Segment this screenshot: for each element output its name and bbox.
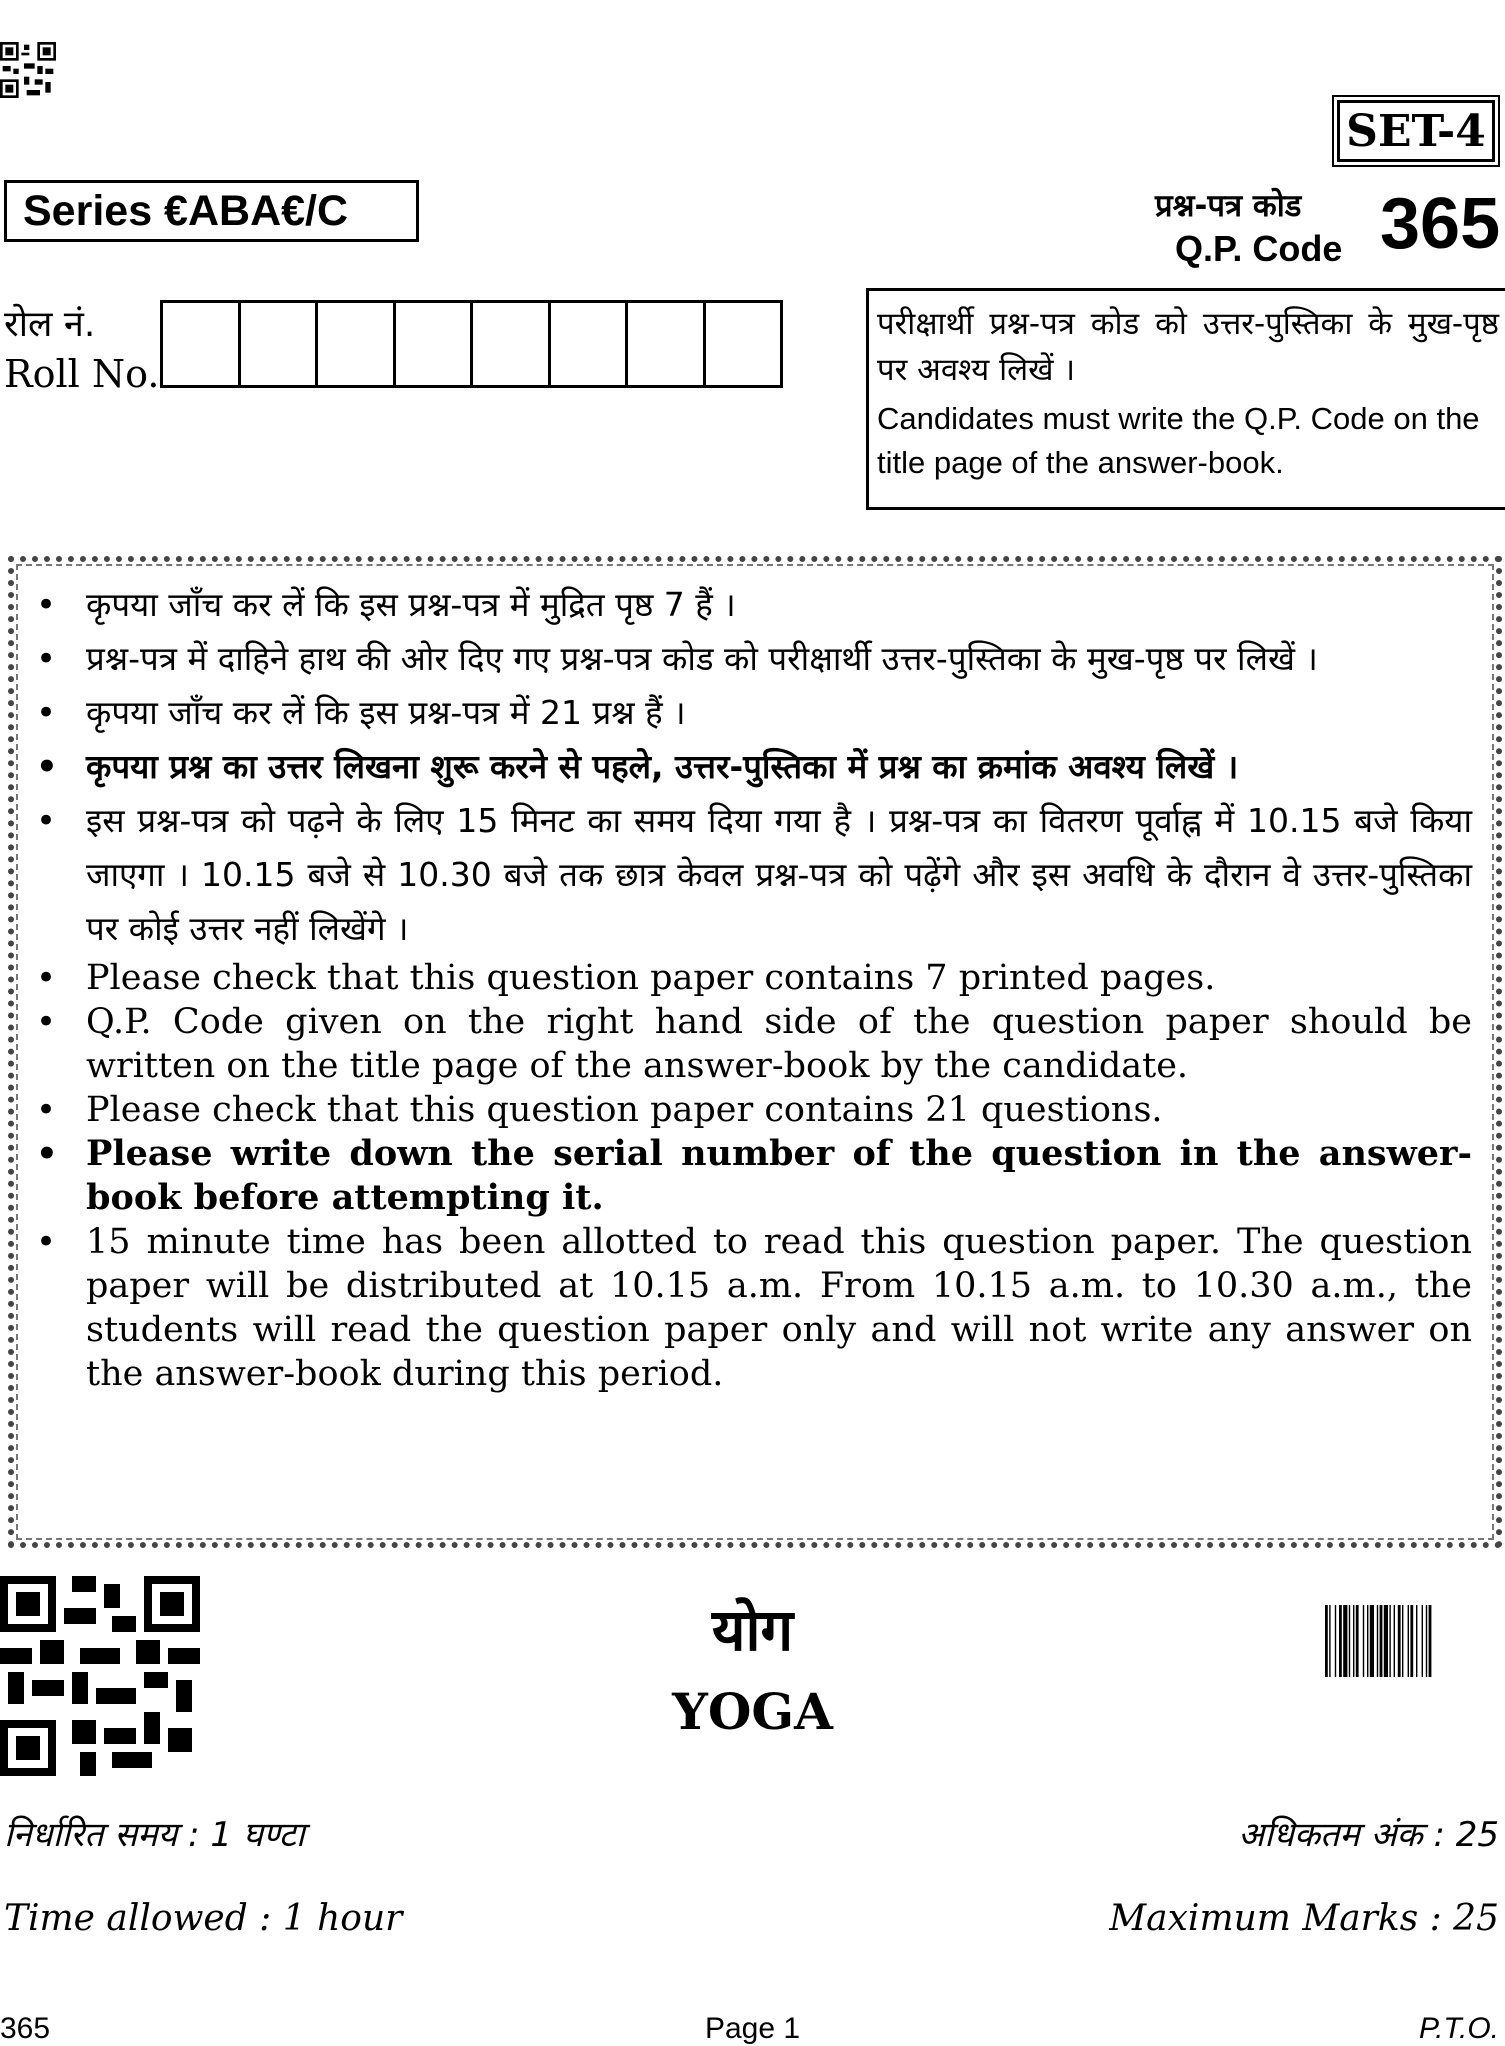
qp-code-english-label: Q.P. Code bbox=[1175, 228, 1343, 269]
instruction-hindi-item: • इस प्रश्न-पत्र को पढ़ने के लिए 15 मिनट का समय दिया गया है । प्रश्न-पत्र का वितरण पूर्वाह्न में 10.15 बजे किया जाएगा । 10.15 बजे से 10.30 बजे तक छात्र केवल प्रश्न-पत्र को पढ़ेंगे और इस अवधि के दौरान वे उत्तर-पुस्तिका पर कोई उत्तर नहीं लिखेंगे । bbox=[36, 794, 1472, 956]
instruction-hindi-item: • कृपया जाँच कर लें कि इस प्रश्न-पत्र में 21 प्रश्न हैं । bbox=[36, 686, 1472, 740]
set-label: SET-4 bbox=[1337, 100, 1495, 162]
instruction-hindi-item: • कृपया प्रश्न का उत्तर लिखना शुरू करने से पहले, उत्तर-पुस्तिका में प्रश्न का क्रमांक अवश्य लिखें । bbox=[36, 740, 1472, 794]
instructions-list bbox=[36, 578, 1472, 1396]
series-label: Series €ABA€/C bbox=[4, 180, 419, 242]
candidate-note-english: Candidates must write the Q.P. Code on the title page of the answer-book. bbox=[877, 401, 1480, 480]
roll-digit-box[interactable] bbox=[473, 303, 551, 385]
roll-number-boxes[interactable] bbox=[160, 300, 783, 388]
roll-digit-box[interactable] bbox=[551, 303, 629, 385]
time-allowed-hindi: निर्धारित समय : 1 घण्टा bbox=[4, 1815, 305, 1855]
instruction-english-item: • Please check that this question paper contains 7 printed pages. bbox=[36, 956, 1472, 1000]
roll-digit-box[interactable] bbox=[318, 303, 396, 385]
instruction-hindi-item: • कृपया जाँच कर लें कि इस प्रश्न-पत्र में मुद्रित पृष्ठ 7 हैं । bbox=[36, 578, 1472, 632]
qr-code-small bbox=[0, 42, 56, 98]
roll-digit-box[interactable] bbox=[163, 303, 241, 385]
roll-digit-box[interactable] bbox=[628, 303, 706, 385]
footer-code: 365 bbox=[0, 2012, 51, 2045]
instruction-english-item: • Q.P. Code given on the right hand side of the question paper should be written on the title page of the answer-book by the candidate. bbox=[36, 1000, 1472, 1088]
qp-code-number: 365 bbox=[1380, 184, 1501, 264]
footer-pto: P.T.O. bbox=[1418, 2012, 1499, 2045]
roll-digit-box[interactable] bbox=[706, 303, 781, 385]
candidate-note-box bbox=[866, 288, 1505, 510]
maximum-marks-english: Maximum Marks : 25 bbox=[1109, 1898, 1499, 1939]
subject-title-english: YOGA bbox=[672, 1682, 833, 1741]
instruction-english-item: • Please check that this question paper contains 21 questions. bbox=[36, 1088, 1472, 1132]
instruction-english-item: • 15 minute time has been allotted to read this question paper. The question paper will be distributed at 10.15 a.m. From 10.15 a.m. to 10.30 a.m., the students will read the question paper only and will not write any answer on the answer-book during this period. bbox=[36, 1220, 1472, 1396]
time-allowed-english: Time allowed : 1 hour bbox=[4, 1898, 403, 1939]
instruction-hindi-item: • प्रश्न-पत्र में दाहिने हाथ की ओर दिए गए प्रश्न-पत्र कोड को परीक्षार्थी उत्तर-पुस्तिका के मुख-पृष्ठ पर लिखें । bbox=[36, 632, 1472, 686]
instruction-english-item: • Please write down the serial number of the question in the answer-book before attempting it. bbox=[36, 1132, 1472, 1220]
subject-title-hindi: योग bbox=[711, 1596, 794, 1664]
roll-label-hindi: रोल नं. bbox=[4, 304, 96, 345]
barcode bbox=[1323, 1605, 1498, 1677]
roll-digit-box[interactable] bbox=[241, 303, 319, 385]
candidate-note-hindi: परीक्षार्थी प्रश्न-पत्र कोड को उत्तर-पुस्तिका के मुख-पृष्ठ पर अवश्य लिखें । bbox=[877, 306, 1499, 388]
footer-page-number: Page 1 bbox=[704, 2012, 801, 2045]
roll-label-english: Roll No. bbox=[4, 352, 160, 396]
maximum-marks-hindi: अधिकतम अंक : 25 bbox=[1238, 1815, 1499, 1855]
roll-digit-box[interactable] bbox=[396, 303, 474, 385]
qp-code-hindi-label: प्रश्न-पत्र कोड bbox=[1155, 188, 1302, 224]
